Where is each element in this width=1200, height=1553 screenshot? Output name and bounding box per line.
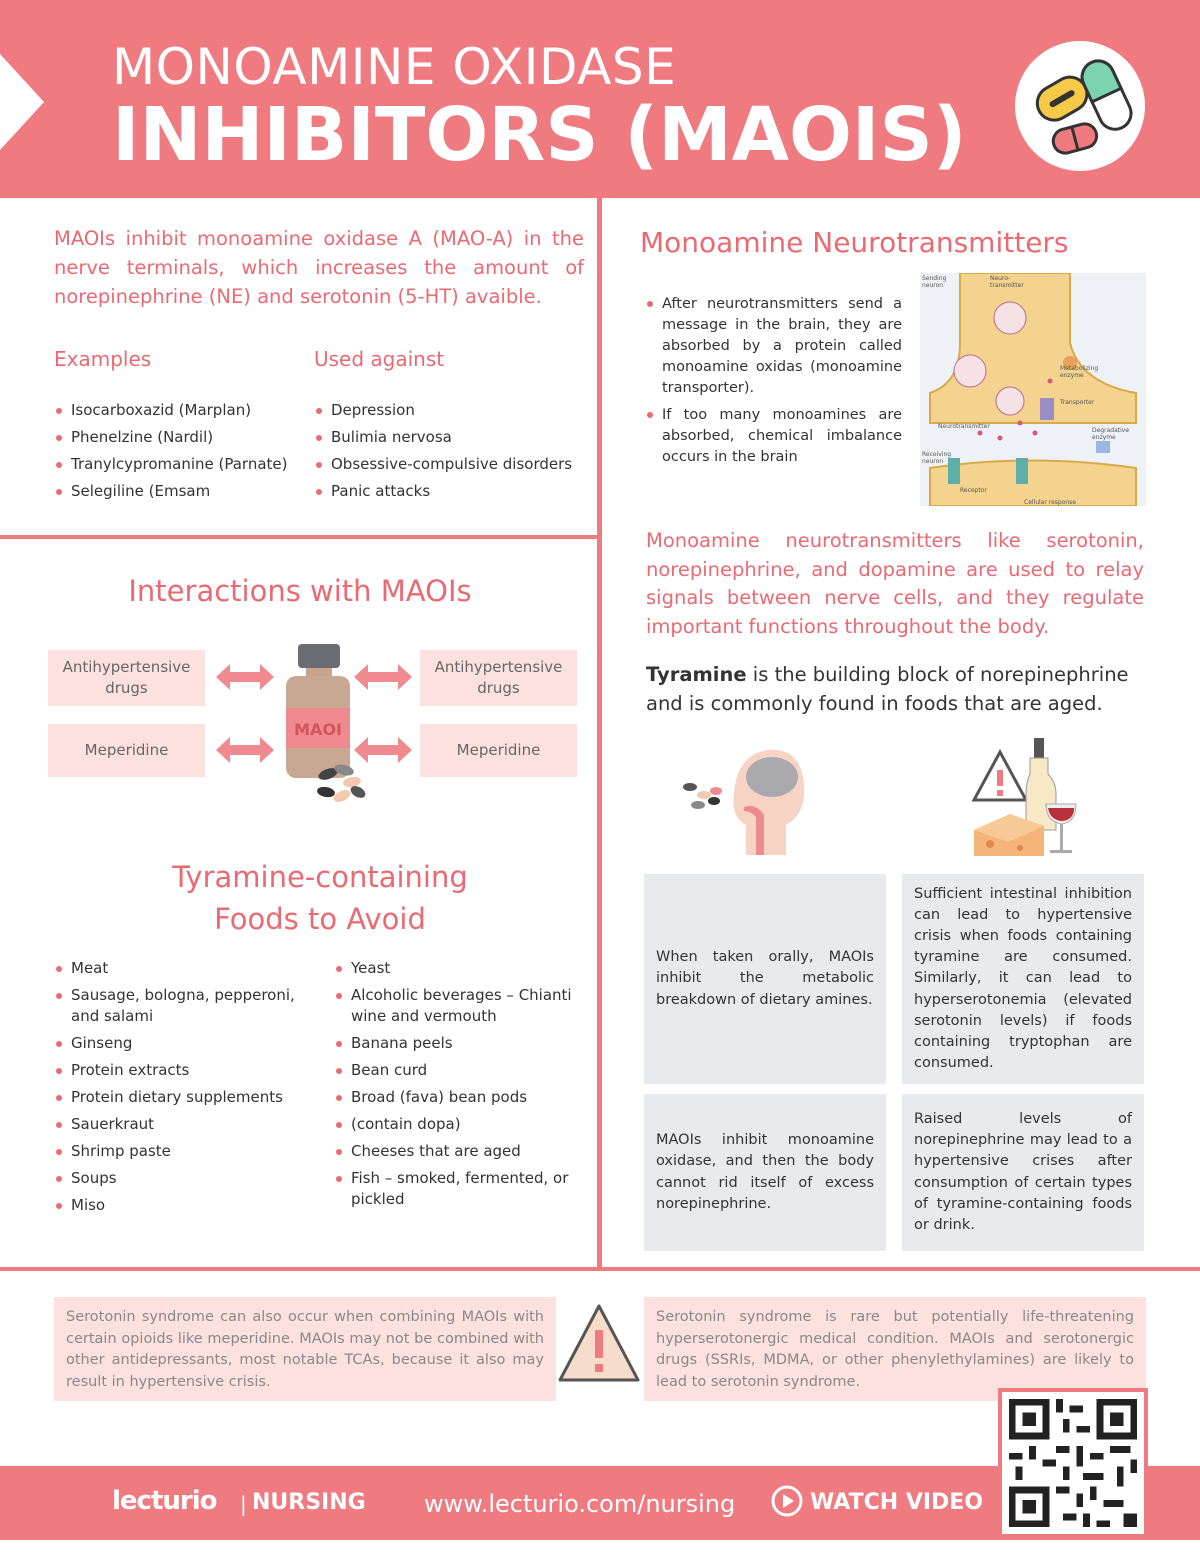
info-box-text: When taken orally, MAOIs inhibit the metabolic breakdown of dietary amines.: [656, 949, 874, 1008]
brand-separator: |: [240, 1492, 247, 1516]
head-pills-illustration: [676, 745, 806, 857]
pills-icon: [1012, 38, 1148, 174]
list-item: Ginseng: [54, 1033, 316, 1054]
list-item: Tranylcypromanine (Parnate): [54, 454, 304, 475]
tyramine-bold: Tyramine: [646, 663, 747, 686]
list-item: Sauerkraut: [54, 1114, 316, 1135]
list-item: Obsessive-compulsive disorders: [314, 454, 594, 475]
maoi-bottle-icon: [278, 640, 370, 805]
warning-box-left: Serotonin syndrome can also occur when combining MAOIs with certain opioids like meperidine. MAOIs may not be combined with other antidepressants, most notable TCAs, because it also may result in hypertensive crisis.: [54, 1297, 556, 1401]
list-item: Alcoholic beverages – Chianti wine and vermouth: [334, 985, 592, 1027]
list-item: Depression: [314, 400, 594, 421]
synapse-diagram: [920, 273, 1146, 506]
double-arrow-icon: [214, 662, 276, 692]
list-item: Miso: [54, 1195, 316, 1216]
diagram-label: Sending neuron: [922, 275, 947, 289]
info-box-text: Raised levels of norepinephrine may lead to a hypertensive crises after consumption of certain types of tyramine-containing foods or drink.: [914, 1110, 1132, 1233]
bottle-label: MAOI: [294, 720, 342, 739]
drug-box-right-top: Antihypertensive drugs: [420, 650, 577, 706]
website-link[interactable]: www.lecturio.com/nursing: [424, 1490, 736, 1518]
examples-list: [54, 400, 304, 508]
tyramine-paragraph: [646, 661, 1146, 718]
warning-box-right: Serotonin syndrome is rare but potentially life-threatening hyperserotonergic medical condition. MAOIs and serotonergic drugs (SSRIs, MDMA, or other phenylethylamines) are likely to lead to serotonin syndrome.: [644, 1297, 1146, 1401]
list-item: Bean curd: [334, 1060, 592, 1081]
list-item: Phenelzine (Nardil): [54, 427, 304, 448]
diagram-label: Neuro-transmitter: [990, 275, 1024, 289]
list-item: Yeast: [334, 958, 592, 979]
title-line-2: INHIBITORS (MAOIS): [112, 92, 967, 178]
foods-title-line-1: Tyramine-containing: [172, 860, 468, 894]
info-box-text: MAOIs inhibit monoamine oxidase, and then the body cannot rid itself of excess norepinephrine.: [656, 1132, 874, 1212]
nursing-label: NURSING: [252, 1490, 366, 1515]
diagram-label: Metabolizing enzyme: [1060, 365, 1099, 379]
list-item: If too many monoamines are absorbed, chemical imbalance occurs in the brain: [646, 405, 902, 468]
info-box-4: [902, 1094, 1144, 1251]
used-against-heading: Used against: [314, 347, 445, 371]
play-icon[interactable]: [770, 1484, 804, 1518]
list-item: After neurotransmitters send a message in the brain, they are absorbed by a protein called monoamine oxidas (monoamine transporter).: [646, 294, 902, 399]
header-notch: [0, 54, 44, 150]
interactions-title: Interactions with MAOIs: [128, 574, 472, 608]
horizontal-divider-left: [0, 535, 600, 539]
drug-box-left-top: Antihypertensive drugs: [48, 650, 205, 706]
list-item: Protein extracts: [54, 1060, 316, 1081]
list-item: Protein dietary supplements: [54, 1087, 316, 1108]
qr-code[interactable]: [998, 1388, 1148, 1538]
watch-video-link[interactable]: WATCH VIDEO: [810, 1490, 984, 1515]
list-item: (contain dopa): [334, 1114, 592, 1135]
diagram-label: Neurotransmitter: [938, 423, 990, 430]
list-item: Soups: [54, 1168, 316, 1189]
info-box-1: [644, 874, 886, 1084]
foods-list-col2: [334, 958, 592, 1216]
diagram-label: Transporter: [1060, 399, 1095, 406]
diagram-label: Cellular response: [1024, 499, 1076, 506]
horizontal-divider-bottom: [0, 1267, 1200, 1271]
list-item: Sausage, bologna, pepperoni, and salami: [54, 985, 316, 1027]
list-item: Isocarboxazid (Marplan): [54, 400, 304, 421]
neuro-title: Monoamine Neurotransmitters: [640, 226, 1069, 259]
info-box-3: [644, 1094, 886, 1251]
examples-heading: Examples: [54, 347, 152, 371]
list-item: Banana peels: [334, 1033, 592, 1054]
intro-paragraph: MAOIs inhibit monoamine oxidase A (MAO-A) in the nerve terminals, which increases the amount of norepinephrine (NE) and serotonin (5-HT) avaible.: [54, 227, 584, 308]
list-item: Selegiline (Emsam: [54, 481, 304, 502]
list-item: Shrimp paste: [54, 1141, 316, 1162]
title-line-1: MONOAMINE OXIDASE: [112, 38, 677, 96]
tyramine-rest: is the building block of norepinephrine and is commonly found in foods that are aged.: [646, 663, 1129, 715]
list-item: Panic attacks: [314, 481, 594, 502]
info-box-text: Sufficient intestinal inhibition can lead to hypertensive crisis when foods containing tyramine are consumed. Similarly, it can lead to hyperserotonemia (elevated serotonin levels) if foods containing tryptophan are consumed.: [914, 885, 1132, 1072]
list-item: Cheeses that are aged: [334, 1141, 592, 1162]
drug-box-right-bottom: Meperidine: [420, 724, 577, 777]
header-banner: [0, 0, 1200, 198]
vertical-divider: [597, 198, 602, 1268]
drug-box-left-bottom: Meperidine: [48, 724, 205, 777]
warning-triangle-icon: [556, 1300, 642, 1386]
diagram-label: Degradative enzyme: [1092, 427, 1130, 441]
neuro-list: [646, 294, 902, 474]
foods-title-line-2: Foods to Avoid: [214, 902, 426, 936]
double-arrow-icon: [214, 735, 276, 765]
list-item: Broad (fava) bean pods: [334, 1087, 592, 1108]
foods-title: [0, 856, 640, 940]
info-box-2: [902, 874, 1144, 1084]
diagram-label: Receiving neuron: [922, 451, 952, 465]
list-item: Meat: [54, 958, 316, 979]
list-item: Bulimia nervosa: [314, 427, 594, 448]
used-against-list: [314, 400, 594, 508]
foods-list-col1: [54, 958, 316, 1222]
monoamine-paragraph: Monoamine neurotransmitters like serotonin, norepinephrine, and dopamine are used to relay signals between nerve cells, and they regulate important functions throughout the body.: [646, 529, 1144, 638]
diagram-label: Receptor: [960, 487, 987, 494]
wine-cheese-illustration: [970, 738, 1080, 860]
list-item: Fish – smoked, fermented, or pickled: [334, 1168, 592, 1210]
lecturio-logo: lecturio: [112, 1486, 217, 1516]
